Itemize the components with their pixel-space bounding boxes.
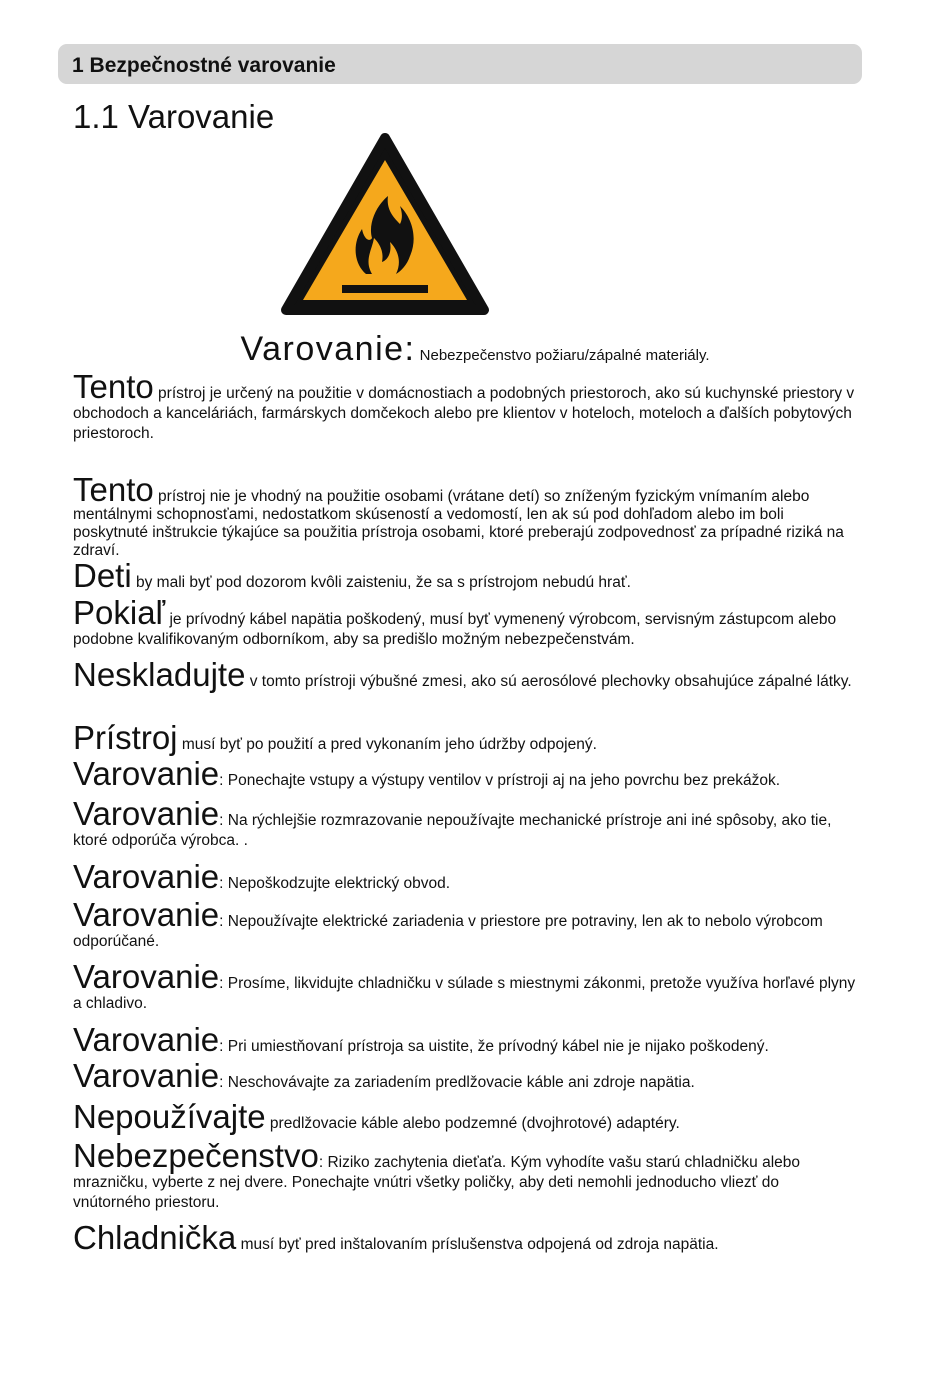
notice-item <box>73 757 858 791</box>
notice-text: : Prosíme, likvidujte chladničku v súlade s miestnymi zákonmi, pretože využíva horľavé plyny a chladivo. <box>73 975 856 1012</box>
notice-text: : Neschovávajte za zariadením predlžovacie káble ani zdroje napätia. <box>219 1074 695 1091</box>
notice-item <box>73 898 858 952</box>
notice-lead: Prístroj <box>73 719 178 756</box>
notice-item <box>73 559 858 593</box>
notice-lead: Varovanie <box>73 1021 220 1058</box>
notice-lead: Tento <box>73 368 154 405</box>
caption-text: Nebezpečenstvo požiaru/zápalné materiály. <box>415 347 710 364</box>
notice-text: : Nepoužívajte elektrické zariadenia v priestore pre potraviny, len ak to nebolo výrobcom odporúčané. <box>73 913 823 950</box>
notice-text: prístroj nie je vhodný na použitie osobami (vrátane detí) so zníženým fyzickým vnímaním alebo mentálnymi schopnosťami, nedostatkom skúseností a vedomostí, len ak sú pod dohľadom alebo im boli poskytnuté inštrukcie týkajúce sa použitia prístroja osobami, ktoré preberajú zodpovednosť za prípadné riziká na zdraví. <box>73 488 844 559</box>
notice-lead: Varovanie <box>73 795 220 832</box>
notice-lead: Chladnička <box>73 1219 237 1256</box>
notice-item <box>73 1100 858 1134</box>
section-number: 1 <box>72 54 84 77</box>
notice-lead: Deti <box>73 557 132 594</box>
notice-item <box>73 1059 858 1093</box>
notice-lead: Varovanie <box>73 858 220 895</box>
notice-lead: Neskladujte <box>73 656 246 693</box>
sign-caption <box>0 330 950 369</box>
notice-text: : Nepoškodzujte elektrický obvod. <box>219 875 451 892</box>
notice-item <box>73 1139 858 1213</box>
notice-item <box>73 1221 858 1255</box>
notice-text: musí byť po použití a pred vykonaním jeho údržby odpojený. <box>177 736 597 753</box>
notice-text: musí byť pred inštalovaním príslušenstva odpojená od zdroja napätia. <box>236 1236 719 1253</box>
notice-text: : Ponechajte vstupy a výstupy ventilov v prístroji aj na jeho povrchu bez prekážok. <box>219 772 781 789</box>
section-header-bar <box>58 44 862 84</box>
notice-lead: Nebezpečenstvo <box>73 1137 319 1174</box>
notice-item <box>73 370 858 444</box>
notice-item <box>73 471 858 560</box>
notice-lead: Pokiaľ <box>73 594 166 631</box>
notice-lead: Nepoužívajte <box>73 1098 266 1135</box>
flammable-warning-icon <box>280 132 490 318</box>
notice-item <box>73 797 858 851</box>
notice-text: : Na rýchlejšie rozmrazovanie nepoužívajte mechanické prístroje ani iné spôsoby, ako tie, ktoré odporúča výrobca. . <box>73 812 832 849</box>
notice-lead: Varovanie <box>73 1057 220 1094</box>
notice-item <box>73 960 858 1014</box>
notice-lead: Varovanie <box>73 958 220 995</box>
section-title <box>72 54 336 78</box>
notice-text: prístroj je určený na použitie v domácnostiach a podobných priestoroch, ako sú kuchynské priestory v obchodoch a kanceláriách, farmárskych domčekoch alebo pre klientov v hoteloch, moteloch a ďalších pobytových priestoroch. <box>73 385 855 442</box>
notice-item <box>73 658 858 692</box>
notice-text: je prívodný kábel napätia poškodený, musí byť vymenený výrobcom, servisným zástupcom alebo podobne kvalifikovaným odborníkom, aby sa predišlo možným nebezpečenstvám. <box>73 611 837 648</box>
notice-item <box>73 721 858 755</box>
notice-text: predlžovacie káble alebo podzemné (dvojhrotové) adaptéry. <box>265 1115 680 1132</box>
notice-item <box>73 860 858 894</box>
subsection-title: 1.1 Varovanie <box>73 98 275 135</box>
notice-lead: Varovanie <box>73 896 220 933</box>
notice-text: : Pri umiestňovaní prístroja sa uistite, že prívodný kábel nie je nijako poškodený. <box>219 1038 769 1055</box>
notice-lead: Varovanie <box>73 755 220 792</box>
notice-item <box>73 596 858 650</box>
notice-item <box>73 1023 858 1057</box>
notice-text: by mali byť pod dozorom kvôli zaisteniu, že sa s prístrojom nebudú hrať. <box>131 574 631 591</box>
notice-text: : Riziko zachytenia dieťaťa. Kým vyhodíte vašu starú chladničku alebo mrazničku, vyberte z nej dvere. Ponechajte vnútri všetky poličky, aby deti nemohli jednoducho vliezť do vnútorného priestoru. <box>73 1154 801 1211</box>
section-title-text: Bezpečnostné varovanie <box>89 54 336 77</box>
notice-lead: Tento <box>73 471 154 508</box>
notice-text: v tomto prístroji výbušné zmesi, ako sú aerosólové plechovky obsahujúce zápalné látky. <box>245 673 852 690</box>
caption-lead: Varovanie: <box>240 330 416 368</box>
